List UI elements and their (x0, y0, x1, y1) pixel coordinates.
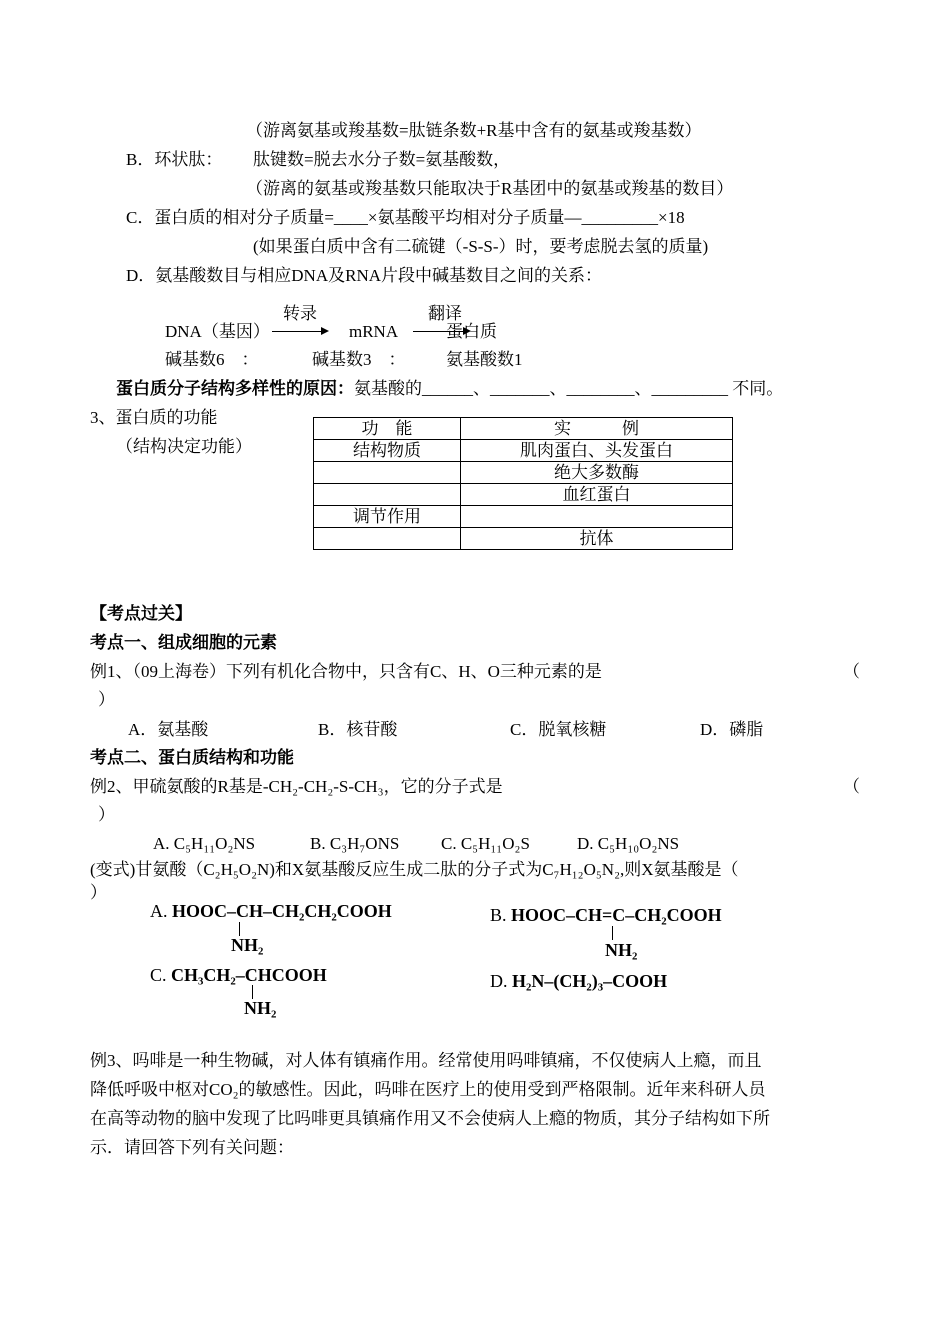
option-b: B．核苷酸 (318, 720, 398, 739)
table-header-row (314, 418, 733, 440)
exam-heading: 【考点过关】 (90, 604, 192, 623)
protein-label: 蛋白质 (446, 322, 497, 341)
mrna-label: mRNA (349, 322, 399, 341)
cyclic-peptide-note: （游离的氨基或羧基数只能取决于R基团中的氨基或羧基的数目） (246, 179, 734, 198)
structure-a-label: A. (150, 901, 168, 921)
dna-base-ratio: 碱基数6 ： (165, 350, 259, 369)
option-a: A. C₅H₁₁O₂NS (153, 834, 256, 853)
answer-paren-open: （ (843, 777, 860, 796)
mrna-base-ratio: 碱基数3 ： (312, 350, 406, 369)
diversity-text: 氨基酸的______、_______、________、_________ 不同。 (354, 379, 784, 398)
diversity-heading: 蛋白质分子结构多样性的原因： (116, 379, 354, 398)
structure-d-label: D. (490, 971, 508, 991)
option-c: C．脱氧核糖 (510, 720, 607, 739)
structure-d (490, 971, 667, 992)
header-example: 实 例 (461, 418, 733, 440)
translation-label: 翻译 (428, 304, 462, 323)
example3-line: 在高等动物的脑中发现了比吗啡更具镇痛作用又不会使病人上瘾的物质，其分子结构如下所 (90, 1109, 770, 1128)
structure-b-amino: NH₂ (605, 940, 638, 960)
structure-a-amino: NH₂ (231, 935, 264, 955)
structure-b (490, 905, 722, 926)
amino-acid-ratio: 氨基酸数1 (446, 350, 523, 369)
table-row (314, 462, 733, 484)
transcription-arrow (272, 331, 327, 332)
table-row (314, 506, 733, 528)
cyclic-peptide-label: B．环状肽： (126, 150, 223, 169)
bond-line (612, 926, 613, 940)
table-row (314, 440, 733, 462)
section-subtitle-function: （结构决定功能） (116, 437, 252, 456)
structure-a (150, 901, 392, 922)
function-cell (314, 528, 461, 550)
example3-line: 示．请回答下列有关问题： (90, 1138, 294, 1157)
structure-b-formula: HOOC–CH=C–CH₂COOH (511, 905, 722, 925)
variant-question: (变式)甘氨酸（C₂H₅O₂N)和X氨基酸反应生成二肽的分子式为C₇H₁₂O₅N₂,则X氨基酸是（ (90, 860, 739, 879)
transcription-label: 转录 (283, 304, 317, 323)
section-title-function: 3、蛋白质的功能 (90, 408, 218, 427)
cyclic-peptide-text: 肽键数=脱去水分子数=氨基酸数， (253, 150, 511, 169)
header-function: 功 能 (314, 418, 461, 440)
option-a: A．氨基酸 (128, 720, 209, 739)
option-b: B. C₃H₇ONS (310, 834, 400, 853)
example3-line: 降低呼吸中枢对CO₂的敏感性。因此，吗啡在医疗上的使用受到严格限制。近年来科研人员 (90, 1080, 766, 1099)
dna-label: DNA（基因） (165, 322, 270, 341)
table-row (314, 528, 733, 550)
structure-c-formula: CH₃CH₂–CHCOOH (171, 965, 327, 985)
structure-d-formula: H₂N–(CH₂)₃–COOH (512, 971, 668, 991)
option-d: D. C₅H₁₀O₂NS (577, 834, 680, 853)
answer-paren-close: ） (90, 883, 107, 902)
protein-function-table (313, 417, 733, 550)
example2-question: 例2、甲硫氨酸的R基是-CH₂-CH₂-S-CH₃，它的分子式是 (90, 777, 503, 796)
bond-line (252, 985, 253, 999)
example-cell: 绝大多数酶 (461, 462, 733, 484)
structure-a-formula: HOOC–CH–CH₂CH₂COOH (172, 901, 392, 921)
example-cell: 抗体 (461, 528, 733, 550)
molecular-mass-text: C．蛋白质的相对分子质量=____×氨基酸平均相对分子质量—_________×18 (126, 208, 685, 227)
function-cell (314, 484, 461, 506)
point2-heading: 考点二、蛋白质结构和功能 (90, 748, 294, 767)
diversity-line (116, 379, 783, 399)
free-group-note: （游离氨基或羧基数=肽链条数+R基中含有的氨基或羧基数） (246, 121, 702, 140)
function-cell (314, 462, 461, 484)
disulfide-note: (如果蛋白质中含有二硫键（-S-S-）时，要考虑脱去氢的质量) (253, 237, 709, 256)
answer-paren-open: （ (843, 662, 860, 681)
table-row (314, 484, 733, 506)
example1-question: 例1、（09上海卷）下列有机化合物中，只含有C、H、O三种元素的是 (90, 662, 602, 681)
answer-paren-close: ） (98, 690, 115, 709)
example3-line: 例3、吗啡是一种生物碱，对人体有镇痛作用。经常使用吗啡镇痛，不仅使病人上瘾，而且 (90, 1051, 762, 1070)
answer-paren-close: ） (98, 805, 115, 824)
structure-b-label: B. (490, 905, 507, 925)
point1-heading: 考点一、组成细胞的元素 (90, 633, 277, 652)
structure-c-amino: NH₂ (244, 998, 277, 1018)
base-ratio-text: D．氨基酸数目与相应DNA及RNA片段中碱基数目之间的关系： (126, 266, 602, 285)
option-c: C. C₅H₁₁O₂S (441, 834, 530, 853)
option-d: D．磷脂 (700, 720, 764, 739)
structure-c (150, 965, 327, 986)
example-cell: 肌肉蛋白、头发蛋白 (461, 440, 733, 462)
function-cell: 调节作用 (314, 506, 461, 528)
bond-line (239, 922, 240, 936)
example-cell: 血红蛋白 (461, 484, 733, 506)
example-cell (461, 506, 733, 528)
structure-c-label: C. (150, 965, 167, 985)
function-cell: 结构物质 (314, 440, 461, 462)
